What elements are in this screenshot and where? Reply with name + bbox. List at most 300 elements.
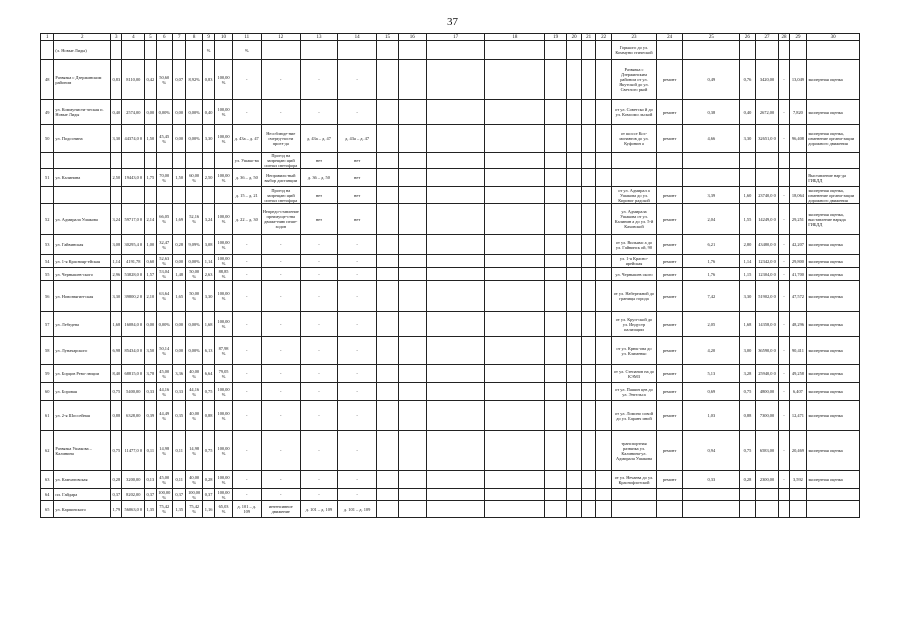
table-cell: 56 <box>41 281 54 312</box>
table-cell: - <box>338 100 377 125</box>
table-cell: ул. Лебедева <box>54 312 111 337</box>
column-number: 19 <box>545 34 567 41</box>
table-cell: 2,04 <box>683 204 740 235</box>
table-cell <box>377 501 399 518</box>
table-cell <box>426 100 485 125</box>
table-cell: нет <box>300 153 337 169</box>
table-cell: ремонт <box>656 471 683 489</box>
table-cell: - <box>338 489 377 501</box>
table-cell: 44,16 % <box>186 383 203 401</box>
table-cell <box>612 501 656 518</box>
table-cell: 44,49 % <box>156 401 173 431</box>
table-cell: 0,00 <box>173 312 186 337</box>
table-cell <box>545 383 567 401</box>
table-cell: 8,92% <box>186 60 203 100</box>
table-cell: - <box>300 60 337 100</box>
table-cell: от ул. Вильямс а до ул. Гайвинск ой, 90 <box>612 235 656 255</box>
table-cell <box>377 365 399 383</box>
table-row <box>41 204 860 235</box>
table-cell: - <box>779 255 789 268</box>
table-cell: 2,10 <box>145 281 156 312</box>
table-cell <box>485 401 545 431</box>
column-number: 30 <box>807 34 860 41</box>
table-cell: Выставление нар-да ГИБДД <box>807 169 860 187</box>
table-cell <box>595 268 612 281</box>
table-cell: 85434,0 0 <box>122 337 145 365</box>
table-cell: 0,88 <box>111 401 122 431</box>
table-cell <box>485 268 545 281</box>
table-cell: 11477,0 0 <box>122 431 145 471</box>
table-cell: 100,00 % <box>215 471 233 489</box>
table-cell: 0,00% <box>186 312 203 337</box>
table-cell <box>566 383 581 401</box>
table-cell: от ул. Набережной до границы города <box>612 281 656 312</box>
table-cell: - <box>232 235 261 255</box>
table-cell <box>485 100 545 125</box>
table-cell: 1,79 <box>111 501 122 518</box>
column-number: 18 <box>485 34 545 41</box>
table-cell: 3,08 <box>202 235 214 255</box>
table-cell <box>566 281 581 312</box>
table-cell <box>377 337 399 365</box>
table-cell: - <box>261 60 300 100</box>
table-row <box>41 471 860 489</box>
table-cell: 41,700 <box>789 268 807 281</box>
table-cell: ремонт <box>656 312 683 337</box>
table-cell <box>426 383 485 401</box>
table-cell <box>145 153 156 169</box>
table-cell: ул. Чернышев ского <box>612 268 656 281</box>
table-cell <box>683 169 740 187</box>
table-cell: 75,42 % <box>156 501 173 518</box>
table-cell: 1,50 <box>145 125 156 153</box>
table-cell: 44374,0 0 <box>122 125 145 153</box>
table-cell: ремонт <box>656 187 683 204</box>
table-cell <box>54 187 111 204</box>
table-cell <box>426 268 485 281</box>
table-cell <box>582 235 595 255</box>
table-cell: 75,42 % <box>186 501 203 518</box>
table-cell <box>398 204 426 235</box>
table-cell: 12304,0 0 <box>755 268 779 281</box>
table-cell <box>156 187 173 204</box>
table-cell: 0,38 <box>683 100 740 125</box>
table-cell <box>755 489 779 501</box>
table-cell: 48 <box>41 60 54 100</box>
table-cell: ул. 2-я Шоссейная <box>54 401 111 431</box>
table-cell: 100,00 % <box>215 255 233 268</box>
table-cell: - <box>779 337 789 365</box>
table-cell: 0,94 <box>683 431 740 471</box>
table-cell: 30295,4 0 <box>122 235 145 255</box>
table-cell <box>545 235 567 255</box>
table-cell: 45,00 % <box>156 471 173 489</box>
table-cell: 100,00 % <box>215 169 233 187</box>
table-cell: 0,11 <box>145 431 156 471</box>
column-number: 16 <box>398 34 426 41</box>
table-cell: 50,60 % <box>156 60 173 100</box>
table-cell: Горького до ул. Коммуни стической <box>612 41 656 60</box>
table-cell <box>755 41 779 60</box>
table-cell: - <box>300 489 337 501</box>
table-cell <box>545 401 567 431</box>
table-cell <box>377 204 399 235</box>
table-cell <box>740 169 755 187</box>
column-number: 9 <box>202 34 214 41</box>
table-cell <box>398 41 426 60</box>
table-cell: - <box>261 383 300 401</box>
table-cell <box>485 187 545 204</box>
table-cell <box>156 41 173 60</box>
table-cell: 0,00 <box>173 255 186 268</box>
table-cell <box>145 187 156 204</box>
table-cell <box>485 169 545 187</box>
column-number: 2 <box>54 34 111 41</box>
table-cell: экспертная оценка <box>807 431 860 471</box>
column-number: 5 <box>145 34 156 41</box>
table-cell: 0,11 <box>173 471 186 489</box>
table-cell: д. 36 – д. 50 <box>300 169 337 187</box>
table-cell: 7,820 <box>789 100 807 125</box>
table-cell: 44,16 % <box>156 383 173 401</box>
table-cell <box>595 100 612 125</box>
column-number: 28 <box>779 34 789 41</box>
table-cell: 14249,0 0 <box>755 204 779 235</box>
table-cell: 0,00% <box>186 255 203 268</box>
table-cell <box>595 153 612 169</box>
table-cell: д. 43а – д. 47 <box>232 125 261 153</box>
table-cell: - <box>261 471 300 489</box>
table-cell <box>740 489 755 501</box>
table-cell: 29,251 <box>789 204 807 235</box>
table-cell: 3,00 <box>740 337 755 365</box>
table-cell: д. 36 – д. 50 <box>232 169 261 187</box>
table-cell <box>566 100 581 125</box>
table-cell <box>582 365 595 383</box>
table-cell: - <box>338 268 377 281</box>
table-cell <box>186 187 203 204</box>
table-cell: 0,00% <box>186 125 203 153</box>
table-cell: 3,78 <box>145 365 156 383</box>
table-cell <box>398 431 426 471</box>
table-cell: 90,411 <box>789 337 807 365</box>
table-cell: экспертная оценка <box>807 312 860 337</box>
table-cell <box>398 489 426 501</box>
table-cell: от ул. Советско й до ул. Комсомо льской <box>612 100 656 125</box>
table-cell: от ул. Пашин цев до ул. Энгельса <box>612 383 656 401</box>
table-cell: от ул. Крюк-ова до ул. Клименко <box>612 337 656 365</box>
table-cell: 0,76 <box>740 60 755 100</box>
table-cell: 40,00 % <box>186 471 203 489</box>
table-cell: экспертная оценка <box>807 281 860 312</box>
table-cell <box>566 489 581 501</box>
table-cell: 4,20 <box>683 337 740 365</box>
table-cell: 100,00 % <box>215 125 233 153</box>
table-cell <box>426 41 485 60</box>
table-cell: 59 <box>41 365 54 383</box>
column-number: 25 <box>683 34 740 41</box>
table-cell: 0,69 <box>683 383 740 401</box>
table-cell: транспортная развязка ул. Калинина-ул. Адмирала Ушакова <box>612 431 656 471</box>
table-cell <box>398 337 426 365</box>
column-number: 12 <box>261 34 300 41</box>
table-cell: экспертная оценка <box>807 365 860 383</box>
table-cell: 0,00% <box>156 100 173 125</box>
table-cell <box>377 60 399 100</box>
table-cell <box>186 41 203 60</box>
table-cell <box>566 169 581 187</box>
table-cell <box>566 268 581 281</box>
table-cell <box>398 401 426 431</box>
table-cell: Развязка Ушакова – Калинина <box>54 431 111 471</box>
table-cell <box>612 169 656 187</box>
table-cell <box>122 153 145 169</box>
table-cell: 53828,0 0 <box>122 268 145 281</box>
table-cell <box>485 255 545 268</box>
table-cell: - <box>779 365 789 383</box>
table-cell: 32,47 % <box>156 235 173 255</box>
table-cell: 3,39 <box>683 187 740 204</box>
table-cell <box>755 169 779 187</box>
table-cell <box>377 268 399 281</box>
table-cell <box>426 187 485 204</box>
table-cell: 4,66 <box>683 125 740 153</box>
table-cell: 53 <box>41 235 54 255</box>
table-cell <box>426 255 485 268</box>
table-cell: 0,00 <box>145 312 156 337</box>
table-cell: 1,65 <box>173 281 186 312</box>
table-cell: 0,00 <box>145 100 156 125</box>
table-cell <box>485 365 545 383</box>
table-cell: ул. 1-я Краснояр-ейская <box>54 255 111 268</box>
table-cell <box>582 471 595 489</box>
table-cell <box>595 489 612 501</box>
table-cell: 0,33 <box>173 383 186 401</box>
table-cell: 55 <box>41 268 54 281</box>
table-cell: 65,03 % <box>215 501 233 518</box>
column-number: 29 <box>789 34 807 41</box>
table-cell: - <box>232 431 261 471</box>
table-cell <box>398 100 426 125</box>
table-cell: 29,800 <box>789 255 807 268</box>
column-number: 6 <box>156 34 173 41</box>
table-cell: - <box>300 255 337 268</box>
table-cell <box>426 471 485 489</box>
table-cell: д. 15 – д. 21 <box>232 187 261 204</box>
table-cell <box>545 187 567 204</box>
table-cell: экспертная оценка <box>807 235 860 255</box>
table-cell: ул. Гайвинская <box>54 235 111 255</box>
table-cell: 0,11 <box>173 431 186 471</box>
table-cell: д. 43а – д. 47 <box>300 125 337 153</box>
table-cell <box>377 41 399 60</box>
table-cell <box>740 501 755 518</box>
table-cell: 56063,0 0 <box>122 501 145 518</box>
table-cell: 54 <box>41 255 54 268</box>
table-cell: - <box>779 281 789 312</box>
table-cell: 8,40 <box>111 365 122 383</box>
table-cell <box>398 153 426 169</box>
table-cell: экспертная оценка <box>807 100 860 125</box>
table-row <box>41 187 860 204</box>
column-number-row <box>41 34 860 41</box>
table-cell <box>485 281 545 312</box>
table-cell: 52 <box>41 204 54 235</box>
table-cell <box>595 235 612 255</box>
table-cell <box>789 501 807 518</box>
table-cell: 68815,0 0 <box>122 365 145 383</box>
table-cell: д. 101 – д. 109 <box>300 501 337 518</box>
table-cell <box>41 41 54 60</box>
table-cell <box>545 268 567 281</box>
table-cell: 9,09% <box>186 235 203 255</box>
table-cell: 2672,00 <box>755 100 779 125</box>
table-cell: ремонт <box>656 125 683 153</box>
table-cell: ул. Луначарского <box>54 337 111 365</box>
table-cell <box>566 431 581 471</box>
table-cell <box>566 401 581 431</box>
table-cell <box>111 153 122 169</box>
table-cell <box>545 41 567 60</box>
table-cell: нет <box>338 169 377 187</box>
table-cell: 5400,00 <box>122 383 145 401</box>
table-cell <box>545 100 567 125</box>
column-number: 22 <box>595 34 612 41</box>
table-cell <box>545 312 567 337</box>
table-cell: 2,96 <box>111 268 122 281</box>
table-cell <box>173 153 186 169</box>
table-cell <box>683 41 740 60</box>
table-cell: ул. Калинина <box>54 169 111 187</box>
table-cell: - <box>300 312 337 337</box>
table-cell: 50,14 % <box>156 337 173 365</box>
table-cell <box>173 187 186 204</box>
table-cell: 1,15 <box>740 268 755 281</box>
table-cell: 0,28 <box>111 471 122 489</box>
table-cell: 3,30 <box>202 281 214 312</box>
table-cell: 63,64 % <box>156 281 173 312</box>
table-cell: % <box>202 41 214 60</box>
table-cell: 88,85 % <box>215 268 233 281</box>
table-cell: ул. Чернышев-ского <box>54 268 111 281</box>
table-cell: от ул. Ломоно совой до ул. Баранч иной <box>612 401 656 431</box>
table-cell: - <box>338 60 377 100</box>
table-cell: 3420,00 <box>755 60 779 100</box>
table-cell <box>595 431 612 471</box>
table-cell: 1,75 <box>145 169 156 187</box>
table-cell: 47,572 <box>789 281 807 312</box>
table-cell: - <box>261 255 300 268</box>
table-cell: - <box>232 401 261 431</box>
table-cell: - <box>779 125 789 153</box>
table-cell: 100,00 % <box>215 60 233 100</box>
table-cell <box>582 255 595 268</box>
table-cell: 96,408 <box>789 125 807 153</box>
table-cell <box>426 312 485 337</box>
table-cell <box>485 489 545 501</box>
table-cell <box>582 153 595 169</box>
table-cell <box>545 60 567 100</box>
table-cell: 0,75 <box>202 383 214 401</box>
table-cell: 0,39 <box>145 401 156 431</box>
table-cell: 20,469 <box>789 431 807 471</box>
table-cell: экспертная оценка <box>807 268 860 281</box>
table-cell: - <box>779 187 789 204</box>
table-cell: 100,00 % <box>215 204 233 235</box>
table-cell <box>566 471 581 489</box>
table-row <box>41 489 860 501</box>
table-cell <box>582 281 595 312</box>
table-cell <box>595 365 612 383</box>
table-cell <box>582 383 595 401</box>
table-cell <box>398 471 426 489</box>
table-cell: - <box>300 337 337 365</box>
table-cell: 100,00 % <box>215 489 233 501</box>
table-cell: 1,48 <box>173 268 186 281</box>
table-cell: - <box>261 312 300 337</box>
table-cell <box>186 153 203 169</box>
table-cell: 0,28 <box>202 471 214 489</box>
table-cell <box>807 501 860 518</box>
table-cell: 0,83 <box>202 60 214 100</box>
table-cell: - <box>232 337 261 365</box>
table-cell: ул. Адмирала Ушакова от ул. Калинин а до ул. 5-й Каховской <box>612 204 656 235</box>
table-cell: 62 <box>41 431 54 471</box>
table-cell: ул. Ушако-ва <box>232 153 261 169</box>
column-number: 14 <box>338 34 377 41</box>
table-cell <box>566 235 581 255</box>
column-number: 13 <box>300 34 337 41</box>
table-cell: - <box>232 60 261 100</box>
table-cell: 3,30 <box>740 125 755 153</box>
table-cell: - <box>338 365 377 383</box>
table-cell <box>582 431 595 471</box>
table-cell <box>566 255 581 268</box>
table-cell: 3,592 <box>789 471 807 489</box>
table-cell: - <box>261 235 300 255</box>
table-cell: 52,63 % <box>156 255 173 268</box>
table-cell: нет <box>300 204 337 235</box>
table-cell: 1,76 <box>683 268 740 281</box>
table-cell <box>566 41 581 60</box>
table-cell: - <box>232 268 261 281</box>
table-cell <box>377 169 399 187</box>
table-cell: 6,21 <box>683 235 740 255</box>
table-cell: 52,16 % <box>186 204 203 235</box>
table-cell <box>398 312 426 337</box>
table-row <box>41 268 860 281</box>
table-cell: - <box>338 383 377 401</box>
table-cell: 60 <box>41 383 54 401</box>
table-cell: 50,00 % <box>186 281 203 312</box>
table-cell: 1,60 <box>740 187 755 204</box>
table-cell: 0,28 <box>173 235 186 255</box>
table-cell: - <box>338 401 377 431</box>
table-cell: 0,75 <box>740 383 755 401</box>
table-cell <box>656 153 683 169</box>
table-cell: 3200,00 <box>122 471 145 489</box>
table-cell: нет <box>338 204 377 235</box>
table-cell: ул. Подоснина <box>54 125 111 153</box>
table-cell: ул. Новозвягин-ская <box>54 281 111 312</box>
table-cell: 66,05 % <box>156 204 173 235</box>
table-cell: - <box>300 401 337 431</box>
table-cell <box>156 153 173 169</box>
table-cell: 3,30 <box>111 281 122 312</box>
table-row <box>41 125 860 153</box>
table-cell: - <box>779 312 789 337</box>
table-cell <box>377 281 399 312</box>
